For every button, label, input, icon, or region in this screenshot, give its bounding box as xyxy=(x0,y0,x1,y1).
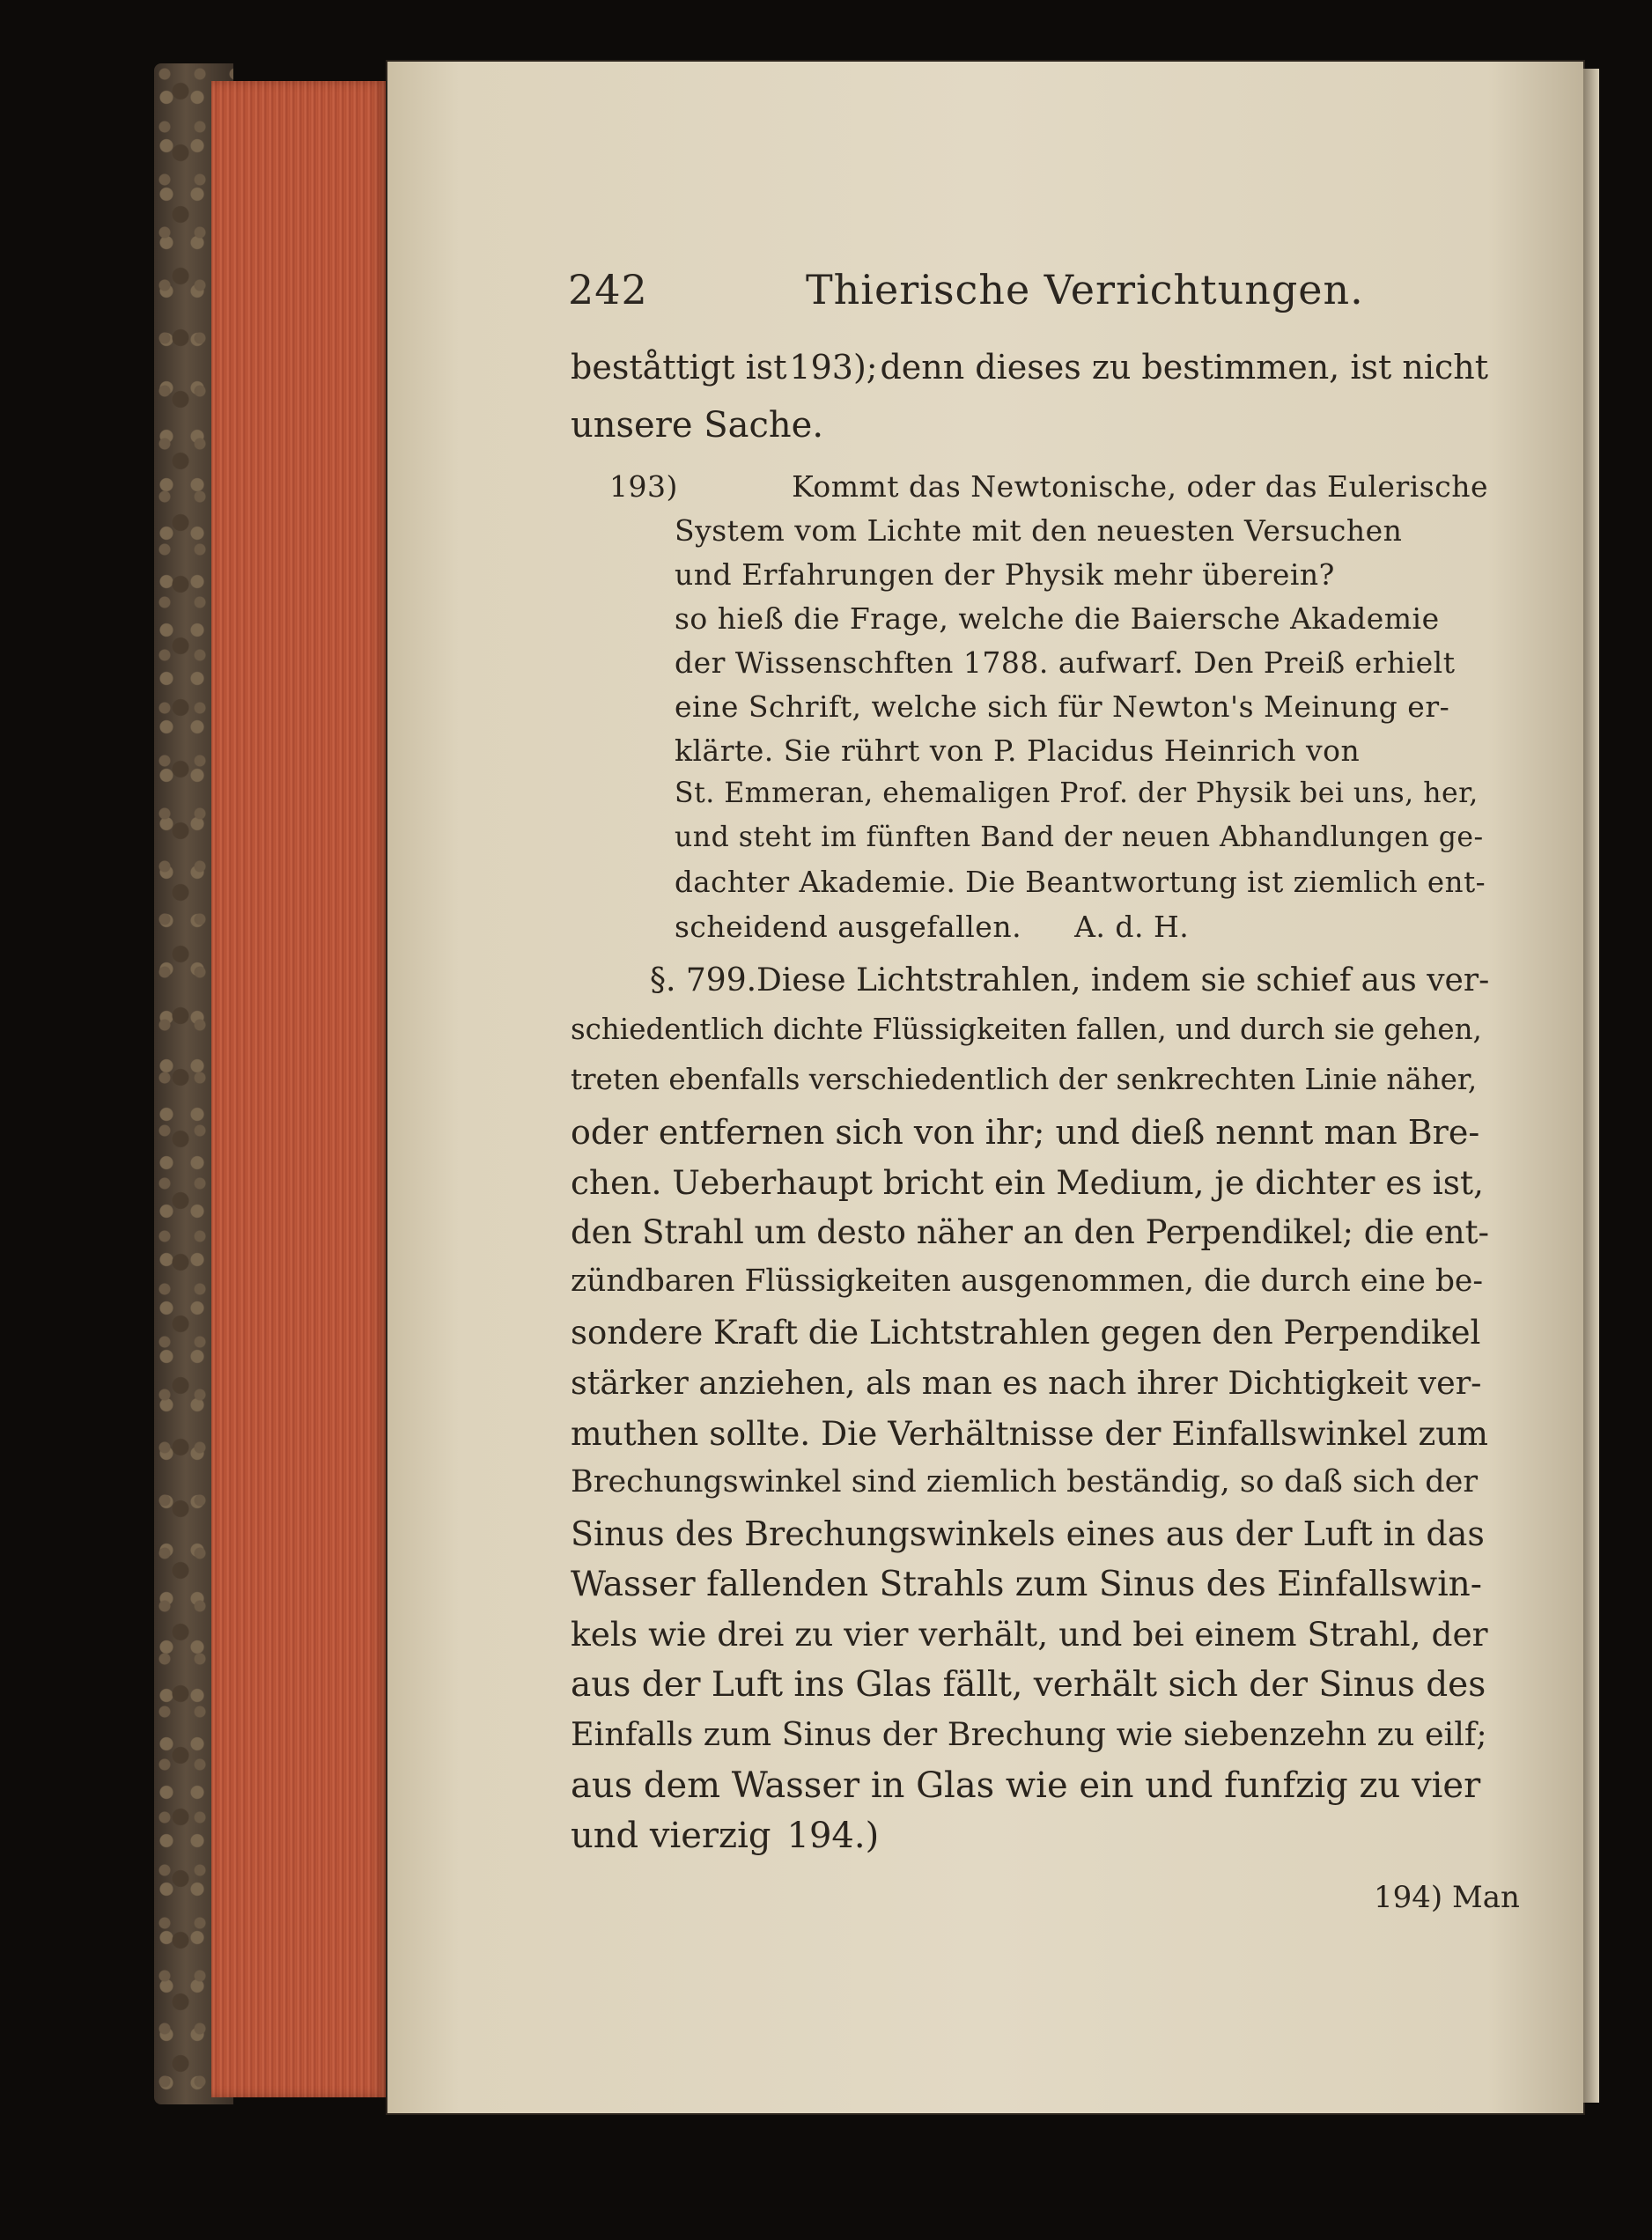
text-line: und vierzig 194.) xyxy=(571,1816,880,1856)
text-line: muthen sollte. Die Verhältnisse der Einfallswinkel zum xyxy=(571,1414,1488,1453)
text-line: Sinus des Brechungswinkels eines aus der Luft in das xyxy=(571,1514,1485,1553)
catchword: 194) Man xyxy=(1374,1880,1520,1915)
text-line: Einfalls zum Sinus der Brechung wie siebenzehn zu eilf; xyxy=(571,1715,1487,1753)
footnote-ref: 194.) xyxy=(786,1816,880,1856)
text-line: kels wie drei zu vier verhält, und bei einem Strahl, der xyxy=(571,1615,1488,1654)
page-header xyxy=(568,266,1493,319)
text-line: oder entfernen sich von ihr; und dieß nennt man Bre- xyxy=(571,1113,1480,1152)
footnote-line: eine Schrift, welche sich für Newton's Meinung er- xyxy=(675,689,1450,724)
page-edges xyxy=(211,81,387,2097)
page-number: 242 xyxy=(568,266,648,313)
footnote-line: St. Emmeran, ehemaligen Prof. der Physik bei uns, her, xyxy=(675,777,1479,809)
running-title: Thierische Verrichtungen. xyxy=(806,266,1364,313)
text-line: stärker anziehen, als man es nach ihrer Dichtigkeit ver- xyxy=(571,1364,1482,1402)
footnote-line: 193) Kommt das Newtonische, oder das Eulerische xyxy=(609,469,1488,504)
footnote-line: dachter Akademie. Die Beantwortung ist ziemlich ent- xyxy=(675,866,1486,899)
footnote-line: so hieß die Frage, welche die Baiersche Akademie xyxy=(675,601,1440,636)
facing-page-edge xyxy=(1583,69,1599,2103)
text-line: aus der Luft ins Glas fällt, verhält sich der Sinus des xyxy=(571,1665,1486,1705)
text-line: Brechungswinkel sind ziemlich beständig, so daß sich der xyxy=(571,1464,1479,1499)
text-line: unsere Sache. xyxy=(571,405,824,446)
footnote-line: klärte. Sie rührt von P. Placidus Heinrich von xyxy=(675,733,1361,768)
text-line: aus dem Wasser in Glas wie ein und funfzig zu vier xyxy=(571,1765,1481,1806)
footnote-ref: 193); xyxy=(789,348,878,387)
footnote-number: 193) xyxy=(609,469,678,504)
text-line: chen. Ueberhaupt bricht ein Medium, je dichter es ist, xyxy=(571,1163,1484,1202)
footnote-line: System vom Lichte mit den neuesten Versuchen xyxy=(675,513,1403,548)
text-line: Wasser fallenden Strahls zum Sinus des Einfallswin- xyxy=(571,1565,1482,1604)
footnote-line: scheidend ausgefallen. A. d. H. xyxy=(675,910,1190,944)
footnote-line: und steht im fünften Band der neuen Abhandlungen ge- xyxy=(675,822,1484,853)
text-line: den Strahl um desto näher an den Perpendikel; die ent- xyxy=(571,1213,1489,1251)
text-line: sondere Kraft die Lichtstrahlen gegen den Perpendikel xyxy=(571,1314,1481,1352)
text-line: beståttigt ist 193); denn dieses zu bestimmen, ist nicht xyxy=(571,348,1488,387)
text-line: §. 799. Diese Lichtstrahlen, indem sie schief aus ver- xyxy=(650,962,1490,998)
text-line: zündbaren Flüssigkeiten ausgenommen, die durch eine be- xyxy=(571,1264,1483,1299)
section-number: §. 799. xyxy=(650,962,757,998)
text-line: treten ebenfalls verschiedentlich der senkrechten Linie näher, xyxy=(571,1063,1478,1096)
editor-note: A. d. H. xyxy=(1074,910,1190,944)
footnote-line: und Erfahrungen der Physik mehr überein? xyxy=(675,557,1335,592)
footnote-line: der Wissenschften 1788. aufwarf. Den Preiß erhielt xyxy=(675,645,1456,680)
text-line: schiedentlich dichte Flüssigkeiten fallen, und durch sie gehen, xyxy=(571,1013,1482,1046)
